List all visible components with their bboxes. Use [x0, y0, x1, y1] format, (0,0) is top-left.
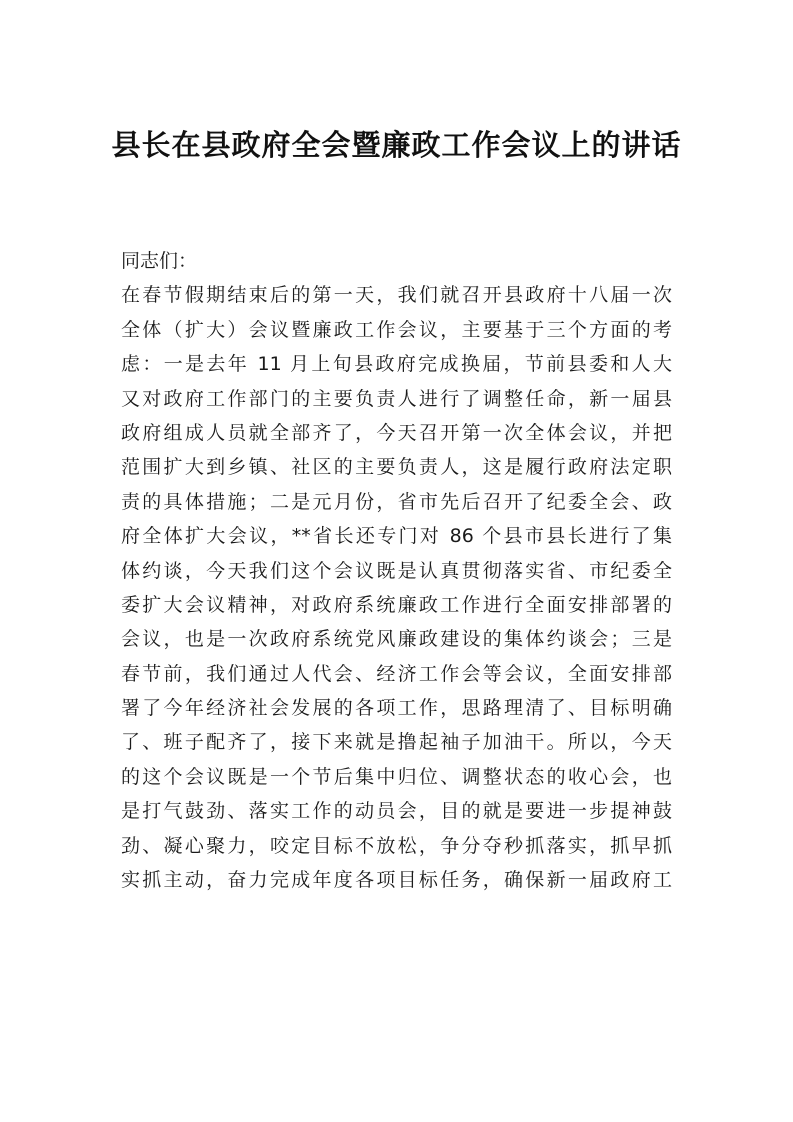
page-title: 县长在县政府全会暨廉政工作会议上的讲话	[111, 128, 682, 162]
paragraph-line: 署了今年经济社会发展的各项工作，思路理清了、目标明确	[121, 697, 672, 720]
paragraph-line: 在春节假期结束后的第一天，我们就召开县政府十八届一次	[121, 284, 672, 307]
document-body	[121, 244, 672, 897]
paragraph-line: 体约谈，今天我们这个会议既是认真贯彻落实省、市纪委全	[121, 559, 672, 582]
paragraph-line: 范围扩大到乡镇、社区的主要负责人，这是履行政府法定职	[121, 456, 672, 479]
paragraph-line: 会议，也是一次政府系统党风廉政建设的集体约谈会；三是	[121, 628, 672, 651]
paragraph-line: 劲、凝心聚力，咬定目标不放松，争分夺秒抓落实，抓早抓	[121, 834, 672, 857]
paragraph-line: 委扩大会议精神，对政府系统廉政工作进行全面安排部署的	[121, 593, 672, 616]
salutation: 同志们：	[121, 250, 198, 272]
paragraph-line: 虑：一是去年 11 月上旬县政府完成换届，节前县委和人大	[121, 353, 672, 376]
paragraph-line: 的这个会议既是一个节后集中归位、调整状态的收心会，也	[121, 765, 672, 788]
paragraph-line: 全体（扩大）会议暨廉政工作会议，主要基于三个方面的考	[121, 318, 672, 341]
paragraph-line: 实抓主动，奋力完成年度各项目标任务，确保新一届政府工	[121, 869, 672, 892]
paragraph-line: 是打气鼓劲、落实工作的动员会，目的就是要进一步提神鼓	[121, 800, 672, 823]
paragraph-line: 府全体扩大会议，**省长还专门对 86 个县市县长进行了集	[121, 525, 672, 548]
paragraph-line: 又对政府工作部门的主要负责人进行了调整任命，新一届县	[121, 387, 672, 410]
paragraph-line: 政府组成人员就全部齐了，今天召开第一次全体会议，并把	[121, 421, 672, 444]
paragraph-line: 了、班子配齐了，接下来就是撸起袖子加油干。所以，今天	[121, 731, 672, 754]
paragraph-line: 春节前，我们通过人代会、经济工作会等会议，全面安排部	[121, 662, 672, 685]
paragraph-line: 责的具体措施；二是元月份，省市先后召开了纪委全会、政	[121, 490, 672, 513]
